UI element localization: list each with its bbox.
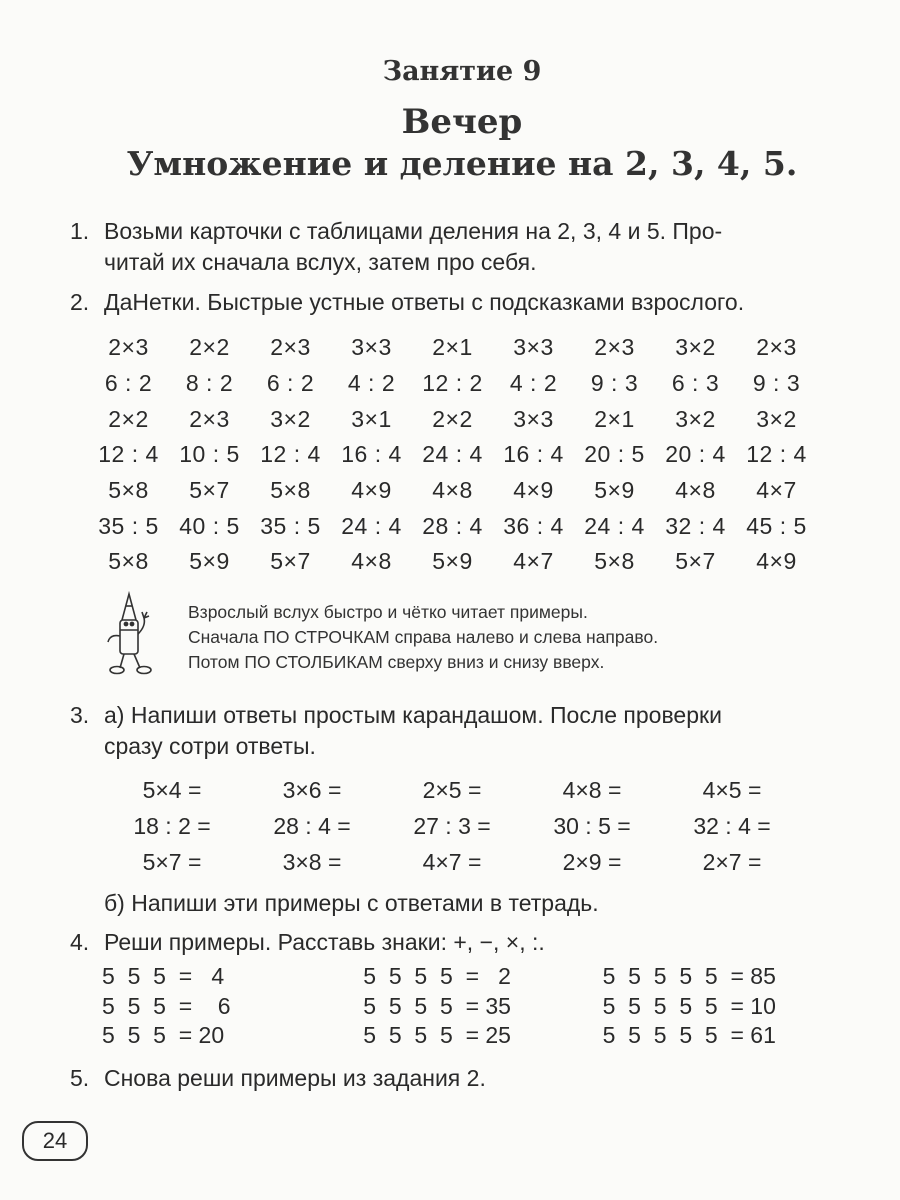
example-cell: 2×2: [108, 405, 149, 432]
example-cell: 5 5 5 = 6: [102, 992, 231, 1019]
task-text-continued: читай их сначала вслух, затем про себя.: [104, 249, 537, 275]
task-number: 4.: [70, 929, 90, 955]
grid-row: [88, 330, 828, 366]
task-text: Реши примеры. Расставь знаки: +, −, ×, :.: [104, 929, 545, 955]
example-cell: 20 : 5: [584, 441, 645, 468]
example-cell: 10 : 5: [179, 441, 240, 468]
example-cell: 3×8 =: [282, 848, 342, 875]
example-row: [102, 772, 802, 808]
example-cell: 28 : 4: [422, 512, 483, 539]
example-cell: 40 : 5: [179, 512, 240, 539]
example-cell: 18 : 2 =: [133, 812, 211, 839]
example-cell: 24 : 4: [422, 441, 483, 468]
example-cell: 5 5 5 5 = 2: [363, 963, 511, 990]
task-2: [70, 287, 860, 318]
grid-row: [88, 401, 828, 437]
example-cell: 5×8: [108, 548, 149, 575]
example-cell: 32 : 4 =: [693, 812, 771, 839]
example-row: [102, 992, 822, 1022]
task-3: [70, 700, 860, 762]
example-cell: 5×9: [189, 548, 230, 575]
example-cell: 5 5 5 5 5 = 10: [602, 992, 776, 1019]
example-cell: 3×3: [351, 334, 392, 361]
example-cell: 9 : 3: [590, 370, 639, 397]
example-cell: 2×3: [189, 405, 230, 432]
example-cell: 6 : 2: [104, 370, 153, 397]
task-number: 5.: [70, 1065, 90, 1091]
grid-row: [88, 508, 828, 544]
pencil-mascot-icon: [100, 590, 168, 676]
example-row: [102, 808, 802, 844]
example-cell: 45 : 5: [746, 512, 807, 539]
task-5: [70, 1063, 860, 1094]
note-line: Потом ПО СТОЛБИКАМ сверху вниз и снизу вверх.: [188, 652, 605, 672]
example-cell: 2×2: [189, 334, 230, 361]
example-cell: 5 5 5 5 = 35: [363, 992, 511, 1019]
page-number: 24: [22, 1121, 88, 1161]
example-cell: 9 : 3: [752, 370, 801, 397]
example-cell: 3×3: [513, 334, 554, 361]
task-text: Возьми карточки с таблицами деления на 2, 3, 4 и 5. Про-: [104, 218, 723, 244]
task4-examples: [102, 962, 822, 1051]
example-cell: 4×8: [432, 477, 473, 504]
example-cell: 8 : 2: [185, 370, 234, 397]
example-cell: 2×3: [756, 334, 797, 361]
example-cell: 5×7: [189, 477, 230, 504]
example-cell: 35 : 5: [98, 512, 159, 539]
example-cell: 5×8: [594, 548, 635, 575]
example-cell: 2×2: [432, 405, 473, 432]
note-line: Сначала ПО СТРОЧКАМ справа налево и слева направо.: [188, 627, 659, 647]
task-text: Снова реши примеры из задания 2.: [104, 1065, 486, 1091]
task-4: [70, 927, 860, 958]
example-cell: 2×5 =: [422, 776, 482, 803]
instruction-note: [188, 600, 658, 675]
task-3b: [70, 888, 860, 919]
example-cell: 12 : 4: [260, 441, 321, 468]
task-text: б) Напиши эти примеры с ответами в тетрадь.: [104, 890, 599, 916]
example-cell: 3×3: [513, 405, 554, 432]
grid-row: [88, 473, 828, 509]
example-cell: 3×2: [675, 334, 716, 361]
task-text: а) Напиши ответы простым карандашом. После проверки: [104, 702, 722, 728]
example-cell: 5 5 5 = 4: [102, 963, 225, 990]
example-cell: 3×1: [351, 405, 392, 432]
lesson-number: Занятие 9: [382, 56, 542, 87]
example-cell: 4×9: [513, 477, 554, 504]
example-cell: 24 : 4: [584, 512, 645, 539]
example-cell: 16 : 4: [503, 441, 564, 468]
example-cell: 5×9: [594, 477, 635, 504]
grid-row: [88, 437, 828, 473]
example-cell: 2×3: [270, 334, 311, 361]
example-cell: 5 5 5 5 = 25: [363, 1022, 511, 1049]
lesson-topic: Умножение и деление на 2, 3, 4, 5.: [126, 144, 798, 183]
danetki-grid: [88, 330, 828, 580]
example-row: [102, 844, 802, 880]
example-cell: 4×8: [351, 548, 392, 575]
example-cell: 5 5 5 = 20: [102, 1022, 225, 1049]
example-cell: 12 : 2: [422, 370, 483, 397]
example-cell: 4×7: [756, 477, 797, 504]
example-cell: 35 : 5: [260, 512, 321, 539]
example-row: [102, 962, 822, 992]
example-cell: 16 : 4: [341, 441, 402, 468]
task3-examples: [102, 772, 802, 880]
example-cell: 12 : 4: [746, 441, 807, 468]
example-cell: 32 : 4: [665, 512, 726, 539]
example-cell: 36 : 4: [503, 512, 564, 539]
example-cell: 3×2: [270, 405, 311, 432]
example-cell: 5×7: [675, 548, 716, 575]
example-row: [102, 1021, 822, 1051]
example-cell: 4×7: [513, 548, 554, 575]
example-cell: 5×8: [108, 477, 149, 504]
example-cell: 5×8: [270, 477, 311, 504]
task-1: [70, 216, 860, 278]
task-text-continued: сразу сотри ответы.: [104, 733, 316, 759]
example-cell: 12 : 4: [98, 441, 159, 468]
example-cell: 2×1: [594, 405, 635, 432]
example-cell: 2×7 =: [702, 848, 762, 875]
example-cell: 4×5 =: [702, 776, 762, 803]
example-cell: 27 : 3 =: [413, 812, 491, 839]
grid-row: [88, 544, 828, 580]
example-cell: 3×6 =: [282, 776, 342, 803]
example-cell: 5×4 =: [142, 776, 202, 803]
example-cell: 5×9: [432, 548, 473, 575]
example-cell: 4×8: [675, 477, 716, 504]
task-text: ДаНетки. Быстрые устные ответы с подсказками взрослого.: [104, 289, 745, 315]
example-cell: 24 : 4: [341, 512, 402, 539]
example-cell: 30 : 5 =: [553, 812, 631, 839]
example-cell: 4 : 2: [509, 370, 558, 397]
note-line: Взрослый вслух быстро и чётко читает примеры.: [188, 602, 588, 622]
example-cell: 5 5 5 5 5 = 85: [602, 963, 776, 990]
lesson-part: Вечер: [401, 102, 523, 142]
example-cell: 2×3: [594, 334, 635, 361]
example-cell: 5×7: [270, 548, 311, 575]
task-number: 3.: [70, 702, 90, 728]
example-cell: 20 : 4: [665, 441, 726, 468]
example-cell: 28 : 4 =: [273, 812, 351, 839]
example-cell: 4×9: [351, 477, 392, 504]
example-cell: 2×3: [108, 334, 149, 361]
example-cell: 6 : 2: [266, 370, 315, 397]
example-cell: 4 : 2: [347, 370, 396, 397]
example-cell: 5×7 =: [142, 848, 202, 875]
example-cell: 4×9: [756, 548, 797, 575]
example-cell: 4×7 =: [422, 848, 482, 875]
grid-row: [88, 366, 828, 402]
example-cell: 2×1: [432, 334, 473, 361]
example-cell: 3×2: [756, 405, 797, 432]
example-cell: 5 5 5 5 5 = 61: [602, 1022, 776, 1049]
task-number: 2.: [70, 289, 90, 315]
task-number: 1.: [70, 218, 90, 244]
example-cell: 4×8 =: [562, 776, 622, 803]
example-cell: 2×9 =: [562, 848, 622, 875]
example-cell: 6 : 3: [671, 370, 720, 397]
example-cell: 3×2: [675, 405, 716, 432]
